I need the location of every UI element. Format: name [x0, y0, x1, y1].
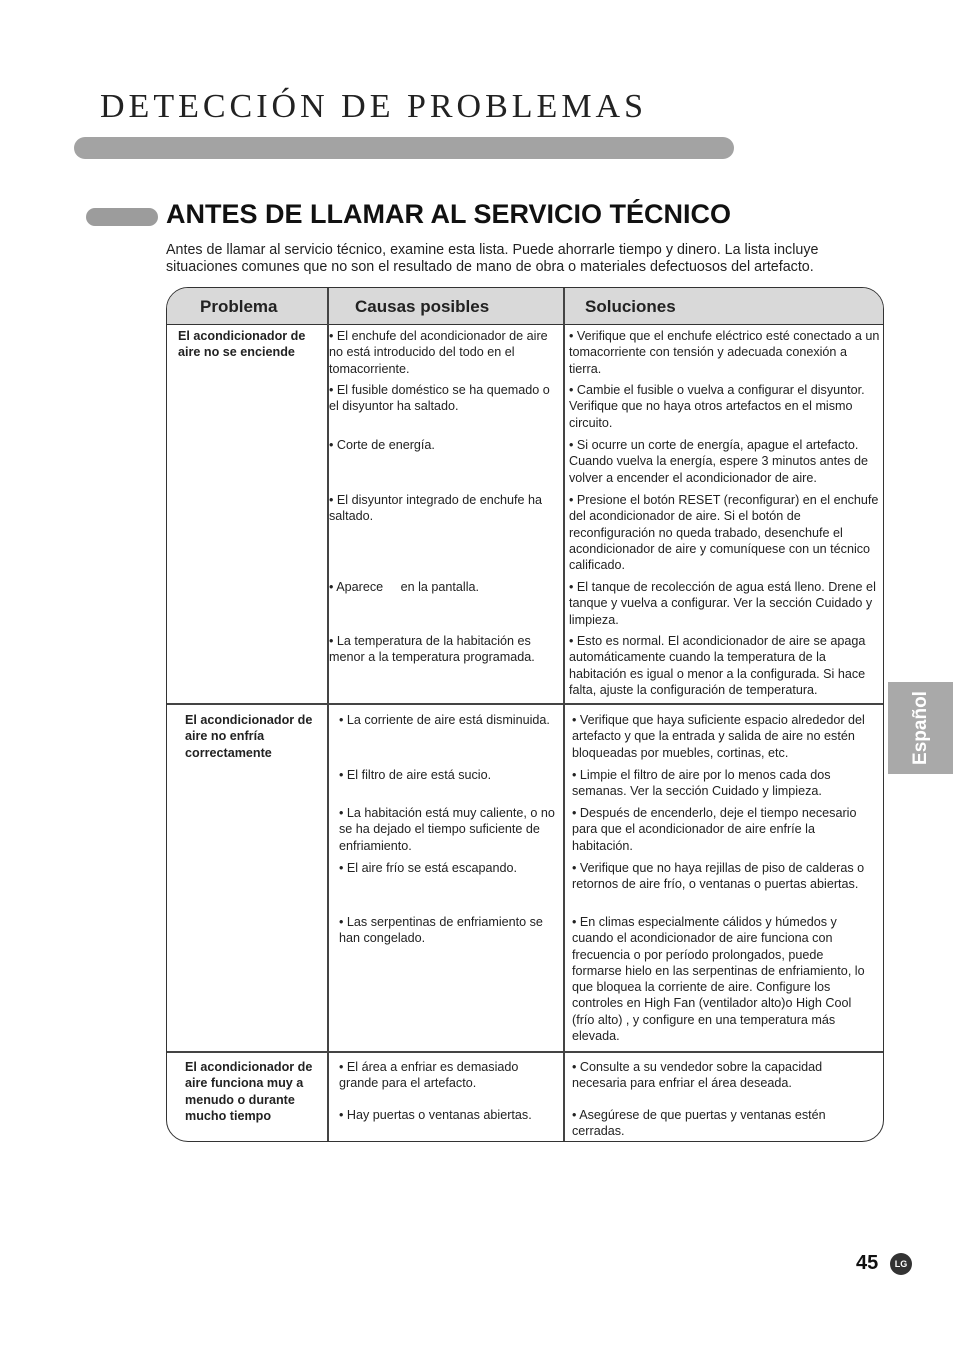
header-problem: Problema [200, 297, 278, 316]
title-divider-bar [74, 137, 734, 159]
solution-cell: • Cambie el fusible o vuelva a configurar el disyuntor. Verifique que no haya otros artefactos en el mismo circuito. [569, 383, 865, 430]
group-divider [167, 1051, 883, 1053]
solution-cell: • Presione el botón RESET (reconfigurar) en el enchufe del acondicionador de aire. Si el botón de reconfiguración no queda trabado, desenchufe el acondicionador de aire y comuníquese con un técnico calificado. [569, 493, 879, 573]
page-number: 45 [856, 1252, 879, 1274]
cause-cell: • El aire frío se está escapando. [339, 861, 518, 875]
problem-cell: El acondicionador de aire no enfría correctamente [185, 713, 313, 760]
language-tab [888, 682, 953, 774]
cause-cell: • El filtro de aire está sucio. [339, 768, 492, 782]
section-title: ANTES DE LLAMAR AL SERVICIO TÉCNICO [166, 199, 732, 229]
solution-cell: • Limpie el filtro de aire por lo menos cada dos semanas. Ver la sección Cuidado y limpieza. [572, 768, 831, 799]
solution-cell: • Si ocurre un corte de energía, apague el artefacto. Cuando vuelva la energía, espere 3 minutos antes de volver a encender el acondicionador de aire. [569, 438, 868, 485]
solution-cell: • Después de encenderlo, deje el tiempo necesario para que el acondicionador de aire enfríe la habitación. [572, 806, 857, 853]
group-divider [167, 703, 883, 705]
solution-cell: • Consulte a su vendedor sobre la capacidad necesaria para enfriar el área deseada. [572, 1060, 823, 1091]
cause-cell: • Las serpentinas de enfriamiento se han congelado. [339, 915, 543, 946]
cause-cell: • Corte de energía. [329, 438, 435, 452]
solution-cell: • Verifique que haya suficiente espacio alrededor del artefacto y que la entrada y salida de aire no estén bloqueadas por muebles, cortinas, etc. [572, 713, 865, 760]
cause-cell: • La corriente de aire está disminuida. [339, 713, 550, 727]
cause-cell: • El disyuntor integrado de enchufe ha saltado. [329, 493, 543, 524]
problem-cell: El acondicionador de aire funciona muy a menudo o durante mucho tiempo [185, 1060, 313, 1123]
solution-cell: • Verifique que el enchufe eléctrico esté conectado a un tomacorriente con tensión y adecuada conexión a tierra. [569, 329, 880, 376]
solution-cell: • Asegúrese de que puertas y ventanas estén cerradas. [572, 1108, 826, 1139]
cause-cell: • Hay puertas o ventanas abiertas. [339, 1108, 532, 1122]
header-solutions: Soluciones [585, 297, 676, 316]
table-header [167, 288, 883, 325]
cause-cell: • El área a enfriar es demasiado grande para el artefacto. [339, 1060, 519, 1091]
cause-cell: • El enchufe del acondicionador de aire no está introducido del todo en el tomacorriente. [329, 329, 548, 376]
column-divider [563, 288, 565, 1141]
section-marker-pill [86, 208, 158, 226]
cause-cell: • La temperatura de la habitación es menor a la temperatura programada. [329, 634, 535, 665]
intro-text: Antes de llamar al servicio técnico, examine esta lista. Puede ahorrarle tiempo y dinero. La lista incluye situaciones comunes que no son el resultado de mano de obra o materiales defectuosos del artefacto. [166, 242, 819, 275]
cause-cell: • La habitación está muy caliente, o no se ha dejado el tiempo suficiente de enfriamiento. [339, 806, 555, 853]
solution-cell: • Esto es normal. El acondicionador de aire se apaga automáticamente cuando la temperatura de la habitación es igual o menor a la configurada. Si hace falta, ajuste la configuración de temperatura. [569, 634, 866, 697]
column-divider [327, 288, 329, 1141]
solution-cell: • En climas especialmente cálidos y húmedos y cuando el acondicionador de aire funciona con frecuencia o por período prolongados, puede formarse hielo en las serpentinas de enfriamiento, lo que bloquea la corriente de aire. Configure los controles en High Fan (ventilador alto)o High Cool (frío alto) , y configure en una temperatura más elevada. [572, 915, 865, 1044]
cause-cell: • El fusible doméstico se ha quemado o el disyuntor ha saltado. [329, 383, 550, 414]
solution-cell: • El tanque de recolección de agua está lleno. Drene el tanque y vuelva a configurar. Ver la sección Cuidado y limpieza. [569, 580, 876, 627]
solution-cell: • Verifique que no haya rejillas de piso de calderas o retornos de aire frío, o ventanas o puertas abiertas. [572, 861, 865, 892]
problem-cell: El acondicionador de aire no se enciende [178, 329, 306, 360]
troubleshooting-table [166, 287, 884, 1142]
language-tab-label: Español [909, 691, 931, 765]
page-title: DETECCIÓN DE PROBLEMAS [100, 88, 648, 125]
header-causes: Causas posibles [355, 297, 490, 316]
lg-logo-icon: LG [890, 1253, 912, 1275]
cause-cell: • Aparece en la pantalla. [329, 580, 480, 594]
